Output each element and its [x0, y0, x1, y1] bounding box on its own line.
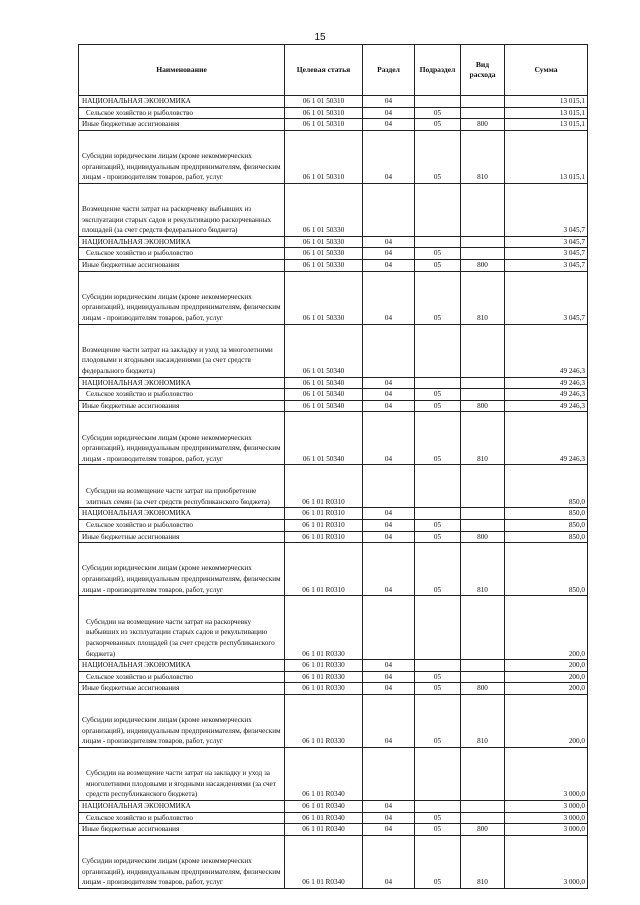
- table-row: [79, 183, 588, 236]
- cell-target-article: 06 1 01 50330: [285, 271, 363, 324]
- table-row: [79, 824, 588, 836]
- cell-subsection: [415, 96, 461, 108]
- cell-subsection: 05: [415, 531, 461, 543]
- cell-expense-type: [461, 465, 505, 508]
- cell-target-article: 06 1 01 R0310: [285, 508, 363, 520]
- table-row: [79, 324, 588, 377]
- cell-name: Субсидии юридическим лицам (кроме некоммерческих организаций), индивидуальным предпринимателям, физическим лицам - производителям товаров, работ, услуг: [79, 130, 285, 183]
- cell-expense-type: 810: [461, 835, 505, 888]
- cell-target-article: 06 1 01 R0310: [285, 531, 363, 543]
- cell-target-article: 06 1 01 R0330: [285, 660, 363, 672]
- cell-name: НАЦИОНАЛЬНАЯ ЭКОНОМИКА: [79, 800, 285, 812]
- cell-amount: 850,0: [505, 465, 588, 508]
- cell-amount: 49 246,3: [505, 324, 588, 377]
- cell-name: Субсидии юридическим лицам (кроме некоммерческих организаций), индивидуальным предпринимателям, физическим лицам - производителям товаров, работ, услуг: [79, 543, 285, 596]
- cell-expense-type: 800: [461, 824, 505, 836]
- cell-target-article: 06 1 01 R0330: [285, 683, 363, 695]
- cell-amount: 200,0: [505, 694, 588, 747]
- table-row: [79, 519, 588, 531]
- table-row: [79, 119, 588, 131]
- table-row: [79, 271, 588, 324]
- cell-amount: 850,0: [505, 519, 588, 531]
- table-row: [79, 671, 588, 683]
- cell-target-article: 06 1 01 R0340: [285, 824, 363, 836]
- table-header-row: [79, 45, 588, 96]
- table-row: [79, 531, 588, 543]
- cell-expense-type: 810: [461, 130, 505, 183]
- cell-name: НАЦИОНАЛЬНАЯ ЭКОНОМИКА: [79, 96, 285, 108]
- cell-name: Иные бюджетные ассигнования: [79, 400, 285, 412]
- cell-section: [363, 747, 415, 800]
- cell-subsection: [415, 183, 461, 236]
- cell-section: 04: [363, 412, 415, 465]
- cell-subsection: [415, 465, 461, 508]
- cell-target-article: 06 1 01 50330: [285, 183, 363, 236]
- cell-subsection: 05: [415, 119, 461, 131]
- cell-expense-type: [461, 812, 505, 824]
- table-row: [79, 835, 588, 888]
- cell-name: Сельское хозяйство и рыболовство: [79, 812, 285, 824]
- cell-expense-type: [461, 324, 505, 377]
- cell-expense-type: [461, 248, 505, 260]
- budget-table: [78, 44, 588, 889]
- table-row: [79, 508, 588, 520]
- cell-target-article: 06 1 01 R0340: [285, 812, 363, 824]
- cell-subsection: [415, 800, 461, 812]
- cell-name: НАЦИОНАЛЬНАЯ ЭКОНОМИКА: [79, 508, 285, 520]
- table-row: [79, 465, 588, 508]
- cell-section: 04: [363, 660, 415, 672]
- cell-subsection: [415, 660, 461, 672]
- cell-section: 04: [363, 519, 415, 531]
- cell-name: Иные бюджетные ассигнования: [79, 683, 285, 695]
- cell-section: 04: [363, 236, 415, 248]
- cell-target-article: 06 1 01 R0340: [285, 747, 363, 800]
- cell-section: 04: [363, 271, 415, 324]
- cell-expense-type: [461, 183, 505, 236]
- cell-amount: 13 015,1: [505, 107, 588, 119]
- cell-section: 04: [363, 377, 415, 389]
- cell-amount: 850,0: [505, 508, 588, 520]
- header-amount: Сумма: [505, 45, 588, 96]
- table-row: [79, 377, 588, 389]
- cell-name: Субсидии юридическим лицам (кроме некоммерческих организаций), индивидуальным предпринимателям, физическим лицам - производителям товаров, работ, услуг: [79, 271, 285, 324]
- cell-section: [363, 465, 415, 508]
- cell-expense-type: [461, 236, 505, 248]
- cell-name: Субсидии на возмещение части затрат на раскорчевку выбывших из эксплуатации старых садов и рекультивацию раскорчеванных площадей (за счет средств республиканского бюджета): [79, 596, 285, 660]
- cell-target-article: 06 1 01 R0340: [285, 835, 363, 888]
- cell-amount: 49 246,3: [505, 400, 588, 412]
- cell-subsection: 05: [415, 271, 461, 324]
- cell-section: 04: [363, 130, 415, 183]
- cell-subsection: 05: [415, 248, 461, 260]
- cell-section: 04: [363, 671, 415, 683]
- cell-section: [363, 324, 415, 377]
- cell-name: Сельское хозяйство и рыболовство: [79, 107, 285, 119]
- cell-target-article: 06 1 01 R0330: [285, 671, 363, 683]
- cell-subsection: 05: [415, 412, 461, 465]
- cell-expense-type: [461, 377, 505, 389]
- cell-subsection: 05: [415, 519, 461, 531]
- cell-expense-type: 800: [461, 119, 505, 131]
- cell-expense-type: 800: [461, 683, 505, 695]
- header-subsection: Подраздел: [415, 45, 461, 96]
- cell-section: 04: [363, 508, 415, 520]
- cell-expense-type: 800: [461, 400, 505, 412]
- cell-amount: 200,0: [505, 671, 588, 683]
- cell-subsection: 05: [415, 812, 461, 824]
- cell-section: 04: [363, 812, 415, 824]
- cell-section: 04: [363, 694, 415, 747]
- cell-amount: 200,0: [505, 660, 588, 672]
- cell-section: 04: [363, 835, 415, 888]
- cell-subsection: 05: [415, 683, 461, 695]
- cell-name: Субсидии юридическим лицам (кроме некоммерческих организаций), индивидуальным предпринимателям, физическим лицам - производителям товаров, работ, услуг: [79, 412, 285, 465]
- cell-section: 04: [363, 800, 415, 812]
- cell-amount: 3 000,0: [505, 835, 588, 888]
- cell-subsection: 05: [415, 259, 461, 271]
- cell-amount: 3 000,0: [505, 812, 588, 824]
- cell-amount: 3 045,7: [505, 271, 588, 324]
- cell-section: 04: [363, 400, 415, 412]
- table-row: [79, 107, 588, 119]
- header-section: Раздел: [363, 45, 415, 96]
- header-expense-type: Вид расхода: [461, 45, 505, 96]
- cell-name: Субсидии на возмещение части затрат на закладку и уход за многолетними плодовыми и ягодными насаждениями (за счет средств республиканского бюджета): [79, 747, 285, 800]
- cell-amount: 13 015,1: [505, 119, 588, 131]
- cell-subsection: [415, 596, 461, 660]
- cell-subsection: [415, 747, 461, 800]
- cell-subsection: 05: [415, 389, 461, 401]
- cell-amount: 850,0: [505, 543, 588, 596]
- cell-amount: 200,0: [505, 683, 588, 695]
- table-row: [79, 543, 588, 596]
- table-row: [79, 596, 588, 660]
- cell-name: Иные бюджетные ассигнования: [79, 119, 285, 131]
- cell-amount: 49 246,3: [505, 377, 588, 389]
- cell-amount: 3 000,0: [505, 824, 588, 836]
- cell-subsection: 05: [415, 400, 461, 412]
- cell-section: [363, 183, 415, 236]
- cell-amount: 3 045,7: [505, 248, 588, 260]
- cell-target-article: 06 1 01 50340: [285, 324, 363, 377]
- cell-target-article: 06 1 01 R0340: [285, 800, 363, 812]
- cell-target-article: 06 1 01 50330: [285, 259, 363, 271]
- cell-section: 04: [363, 96, 415, 108]
- cell-expense-type: [461, 596, 505, 660]
- cell-amount: 49 246,3: [505, 389, 588, 401]
- cell-name: Сельское хозяйство и рыболовство: [79, 389, 285, 401]
- cell-target-article: 06 1 01 R0310: [285, 519, 363, 531]
- cell-name: Иные бюджетные ассигнования: [79, 824, 285, 836]
- cell-section: [363, 596, 415, 660]
- cell-amount: 850,0: [505, 531, 588, 543]
- cell-section: 04: [363, 824, 415, 836]
- cell-amount: 3 000,0: [505, 747, 588, 800]
- table-row: [79, 800, 588, 812]
- cell-expense-type: [461, 747, 505, 800]
- cell-expense-type: 810: [461, 543, 505, 596]
- cell-name: Сельское хозяйство и рыболовство: [79, 248, 285, 260]
- cell-expense-type: [461, 671, 505, 683]
- cell-name: НАЦИОНАЛЬНАЯ ЭКОНОМИКА: [79, 377, 285, 389]
- cell-subsection: 05: [415, 835, 461, 888]
- cell-amount: 3 000,0: [505, 800, 588, 812]
- table-row: [79, 236, 588, 248]
- cell-target-article: 06 1 01 50340: [285, 377, 363, 389]
- cell-section: 04: [363, 531, 415, 543]
- cell-expense-type: 800: [461, 259, 505, 271]
- cell-subsection: [415, 377, 461, 389]
- cell-amount: 13 015,1: [505, 130, 588, 183]
- table-row: [79, 747, 588, 800]
- cell-expense-type: [461, 389, 505, 401]
- cell-expense-type: [461, 508, 505, 520]
- table-row: [79, 694, 588, 747]
- cell-target-article: 06 1 01 50310: [285, 119, 363, 131]
- table-body: [79, 96, 588, 889]
- cell-target-article: 06 1 01 50310: [285, 107, 363, 119]
- cell-expense-type: [461, 660, 505, 672]
- cell-amount: 3 045,7: [505, 259, 588, 271]
- cell-subsection: 05: [415, 694, 461, 747]
- cell-section: 04: [363, 683, 415, 695]
- cell-section: 04: [363, 259, 415, 271]
- cell-target-article: 06 1 01 R0330: [285, 694, 363, 747]
- cell-name: НАЦИОНАЛЬНАЯ ЭКОНОМИКА: [79, 660, 285, 672]
- cell-target-article: 06 1 01 50310: [285, 130, 363, 183]
- cell-expense-type: 800: [461, 531, 505, 543]
- cell-expense-type: 810: [461, 694, 505, 747]
- cell-amount: 49 246,3: [505, 412, 588, 465]
- table-row: [79, 130, 588, 183]
- cell-expense-type: [461, 107, 505, 119]
- cell-target-article: 06 1 01 50310: [285, 96, 363, 108]
- cell-section: 04: [363, 107, 415, 119]
- table-row: [79, 400, 588, 412]
- header-target-article: Целевая статья: [285, 45, 363, 96]
- cell-target-article: 06 1 01 R0330: [285, 596, 363, 660]
- cell-amount: 13 015,1: [505, 96, 588, 108]
- cell-target-article: 06 1 01 50330: [285, 248, 363, 260]
- cell-name: Иные бюджетные ассигнования: [79, 531, 285, 543]
- cell-amount: 3 045,7: [505, 183, 588, 236]
- cell-target-article: 06 1 01 50330: [285, 236, 363, 248]
- cell-expense-type: [461, 96, 505, 108]
- cell-subsection: [415, 236, 461, 248]
- table-row: [79, 660, 588, 672]
- table-row: [79, 96, 588, 108]
- cell-expense-type: [461, 800, 505, 812]
- cell-section: 04: [363, 543, 415, 596]
- table-row: [79, 389, 588, 401]
- cell-expense-type: 810: [461, 412, 505, 465]
- header-name: Наименование: [79, 45, 285, 96]
- cell-name: Сельское хозяйство и рыболовство: [79, 671, 285, 683]
- cell-amount: 200,0: [505, 596, 588, 660]
- cell-name: Субсидии на возмещение части затрат на приобретение элитных семян (за счет средств республиканского бюджета): [79, 465, 285, 508]
- table-row: [79, 683, 588, 695]
- cell-name: Субсидии юридическим лицам (кроме некоммерческих организаций), индивидуальным предпринимателям, физическим лицам - производителям товаров, работ, услуг: [79, 835, 285, 888]
- cell-target-article: 06 1 01 50340: [285, 412, 363, 465]
- cell-section: 04: [363, 248, 415, 260]
- cell-expense-type: 810: [461, 271, 505, 324]
- cell-expense-type: [461, 519, 505, 531]
- table-row: [79, 248, 588, 260]
- page-number: 15: [314, 32, 326, 43]
- cell-target-article: 06 1 01 R0310: [285, 465, 363, 508]
- cell-name: Иные бюджетные ассигнования: [79, 259, 285, 271]
- cell-amount: 3 045,7: [505, 236, 588, 248]
- cell-target-article: 06 1 01 50340: [285, 389, 363, 401]
- cell-name: Возмещение части затрат на закладку и уход за многолетними плодовыми и ягодными насаждениями (за счет средств федерального бюджета): [79, 324, 285, 377]
- cell-subsection: 05: [415, 107, 461, 119]
- table-row: [79, 412, 588, 465]
- cell-target-article: 06 1 01 R0310: [285, 543, 363, 596]
- cell-subsection: 05: [415, 130, 461, 183]
- cell-subsection: 05: [415, 824, 461, 836]
- cell-name: Субсидии юридическим лицам (кроме некоммерческих организаций), индивидуальным предпринимателям, физическим лицам - производителям товаров, работ, услуг: [79, 694, 285, 747]
- cell-target-article: 06 1 01 50340: [285, 400, 363, 412]
- cell-name: Возмещение части затрат на раскорчевку выбывших из эксплуатации старых садов и рекультивацию раскорчеванных площадей (за счет средств федерального бюджета): [79, 183, 285, 236]
- cell-subsection: 05: [415, 671, 461, 683]
- cell-name: Сельское хозяйство и рыболовство: [79, 519, 285, 531]
- cell-section: 04: [363, 119, 415, 131]
- cell-subsection: [415, 508, 461, 520]
- table-row: [79, 259, 588, 271]
- cell-subsection: 05: [415, 543, 461, 596]
- cell-subsection: [415, 324, 461, 377]
- table-row: [79, 812, 588, 824]
- cell-name: НАЦИОНАЛЬНАЯ ЭКОНОМИКА: [79, 236, 285, 248]
- cell-section: 04: [363, 389, 415, 401]
